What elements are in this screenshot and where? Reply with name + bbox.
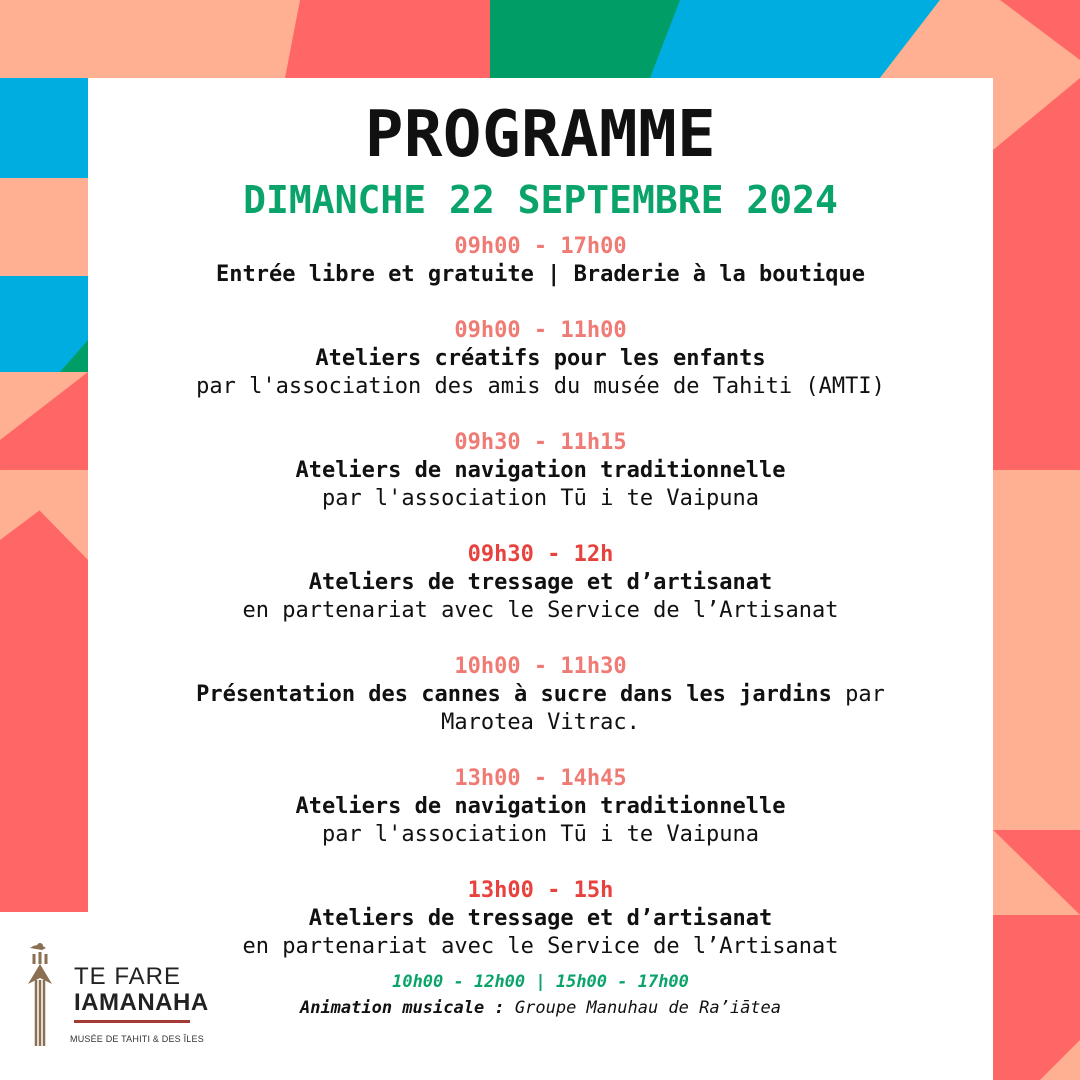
event-description: en partenariat avec le Service de l’Artisanat	[242, 934, 839, 959]
event-name-line	[88, 681, 993, 709]
event-item	[88, 429, 993, 513]
event-item	[88, 765, 993, 849]
event-date: DIMANCHE 22 SEPTEMBRE 2024	[243, 178, 838, 222]
logo-line-1: TE FARE	[74, 963, 182, 990]
logo-line-2: IAMANAHA	[74, 989, 209, 1016]
event-name: Entrée libre et gratuite | Braderie à la boutique	[215, 262, 865, 287]
event-time: 09h00 - 17h00	[454, 234, 627, 259]
event-name: Ateliers créatifs pour les enfants	[315, 346, 766, 371]
museum-logo	[24, 940, 224, 1050]
music-performer: Groupe Manuhau de Ra’iātea	[504, 998, 782, 1018]
event-time: 13h00 - 14h45	[454, 766, 627, 791]
event-time: 09h30 - 11h15	[454, 430, 627, 455]
event-time: 09h00 - 11h00	[454, 318, 627, 343]
event-name-suffix: par	[831, 682, 885, 707]
event-name: Ateliers de tressage et d’artisanat	[308, 906, 773, 931]
event-name: Ateliers de navigation traditionnelle	[295, 458, 786, 483]
event-name: Ateliers de tressage et d’artisanat	[308, 570, 773, 595]
museum-totem-icon	[24, 940, 64, 1050]
event-item	[88, 317, 993, 401]
event-name: Ateliers de navigation traditionnelle	[295, 794, 786, 819]
logo-subtitle: MUSÉE DE TAHITI & DES ÎLES	[70, 1034, 204, 1044]
event-description: par l'association Tū i te Vaipuna	[321, 822, 760, 847]
logo-divider	[74, 1020, 190, 1023]
event-item	[88, 541, 993, 625]
event-description: par l'association des amis du musée de Tahiti (AMTI)	[196, 374, 885, 399]
event-item	[88, 233, 993, 289]
event-description: par l'association Tū i te Vaipuna	[321, 486, 760, 511]
event-time: 09h30 - 12h	[467, 542, 614, 567]
page-title: PROGRAMME	[364, 98, 717, 172]
event-description: Marotea Vitrac.	[441, 710, 640, 735]
event-description: en partenariat avec le Service de l’Artisanat	[242, 598, 839, 623]
music-times: 10h00 - 12h00 | 15h00 - 17h00	[392, 972, 689, 992]
event-item	[88, 653, 993, 737]
music-label: Animation musicale :	[299, 998, 505, 1018]
event-time: 10h00 - 11h30	[454, 654, 627, 679]
event-name: Présentation des cannes à sucre dans les jardins	[196, 682, 832, 707]
event-time: 13h00 - 15h	[467, 878, 614, 903]
